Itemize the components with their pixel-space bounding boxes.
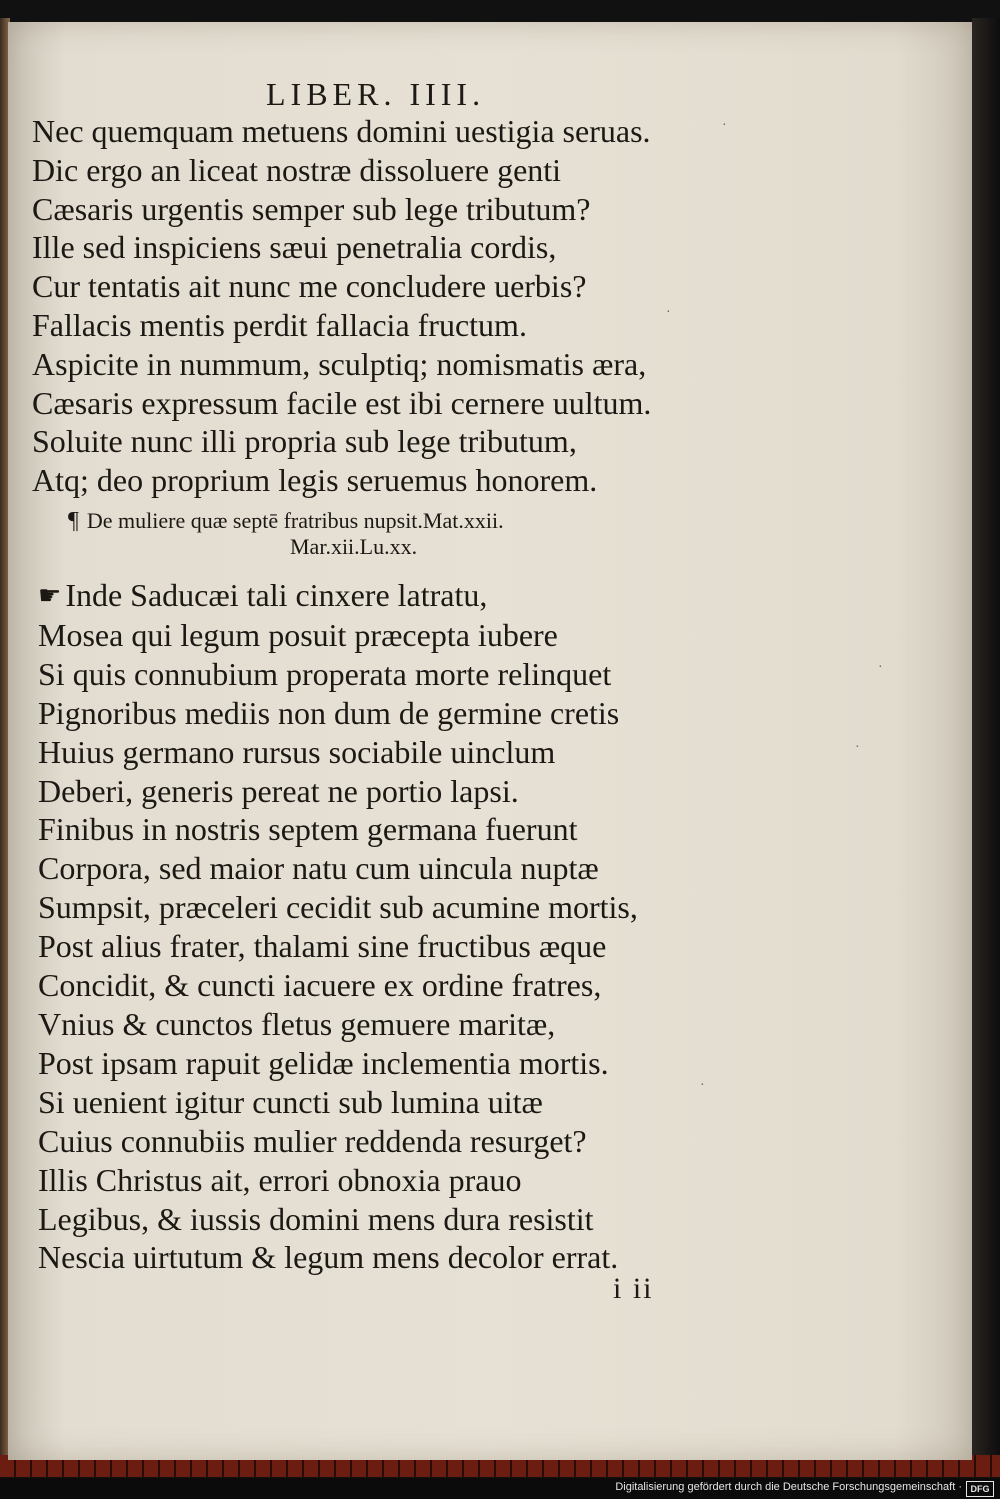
digitization-credit: Digitalisierung gefördert durch die Deutsche Forschungsgemeinschaft · (615, 1481, 962, 1493)
verse-line: Huius germano rursus sociabile uinclum (38, 733, 556, 770)
verse-line: Illis Christus ait, errori obnoxia prauo (38, 1161, 522, 1198)
verse-line: Dic ergo an liceat nostræ dissoluere genti (32, 151, 562, 188)
verse-line: Nec quemquam metuens domini uestigia seruas. (32, 113, 651, 149)
running-head: LIBER. IIII. (266, 76, 486, 112)
verse-line: Post ipsam rapuit gelidæ inclementia mortis. (38, 1044, 609, 1081)
section-heading (68, 508, 718, 560)
verse-line: Deberi, generis pereat ne portio lapsi. (38, 772, 519, 809)
verse-line: Post alius frater, thalami sine fructibus æque (38, 928, 607, 965)
verse-line: Soluite nunc illi propria sub lege tributum, (32, 423, 577, 460)
verse-line: Vnius & cunctos fletus gemuere maritæ, (38, 1005, 556, 1042)
signature-mark: i ii (613, 1272, 654, 1305)
verse-line: Si quis connubium properata morte relinquet (38, 655, 612, 692)
verse-line: Cæsaris urgentis semper sub lege tributum? (32, 190, 591, 227)
verse-line: ☛ Inde Saducæi tali cinxere latratu, (38, 576, 738, 616)
verse-line: Si uenient igitur cuncti sub lumina uitæ (38, 1083, 543, 1120)
dfg-logo: DFG (966, 1481, 994, 1497)
section-heading-line1: De muliere quæ septē fratribus nupsit.Mat.xxii. (86, 508, 504, 533)
show-through-mark: · (855, 740, 860, 755)
verse-line: Pignoribus mediis non dum de germine cretis (38, 694, 620, 731)
verse-line: Ille sed inspiciens sæui penetralia cordis, (32, 229, 557, 266)
show-through-mark: · (666, 305, 671, 320)
verse-line: Finibus in nostris septem germana fuerunt (38, 811, 578, 848)
show-through-mark: · (878, 660, 883, 675)
show-through-mark: · (722, 118, 727, 133)
manicule-icon: ☛ (38, 581, 62, 610)
verse-line: Nescia uirtutum & legum mens decolor errat. (38, 1239, 619, 1276)
verse-line: Legibus, & iussis domini mens dura resistit (38, 1200, 594, 1237)
verse-block-top (32, 112, 732, 500)
verse-line: Fallacis mentis perdit fallacia fructum. (32, 306, 527, 343)
verse-line: Sumpsit, præceleri cecidit sub acumine mortis, (38, 889, 638, 926)
verse-line: Aspicite in nummum, sculptiq; nomismatis æra, (32, 345, 647, 382)
verse-block-bottom (38, 576, 738, 1277)
verse-line: Atq; deo proprium legis seruemus honorem. (32, 462, 598, 499)
verse-line: Cuius connubiis mulier reddenda resurget? (38, 1122, 587, 1159)
pilcrow-icon: ¶ (68, 508, 79, 534)
verse-line: Cæsaris expressum facile est ibi cernere uultum. (32, 384, 652, 421)
section-heading-line2: Mar.xii.Lu.xx. (290, 534, 418, 559)
page-edge-right (972, 18, 1000, 1463)
verse-line: Mosea qui legum posuit præcepta iubere (38, 616, 558, 653)
verse-line: Cur tentatis ait nunc me concludere uerbis? (32, 268, 587, 305)
verse-line: Corpora, sed maior natu cum uincula nuptæ (38, 850, 599, 887)
show-through-mark: · (700, 1078, 705, 1093)
verse-line: Concidit, & cuncti iacuere ex ordine fratres, (38, 967, 602, 1004)
